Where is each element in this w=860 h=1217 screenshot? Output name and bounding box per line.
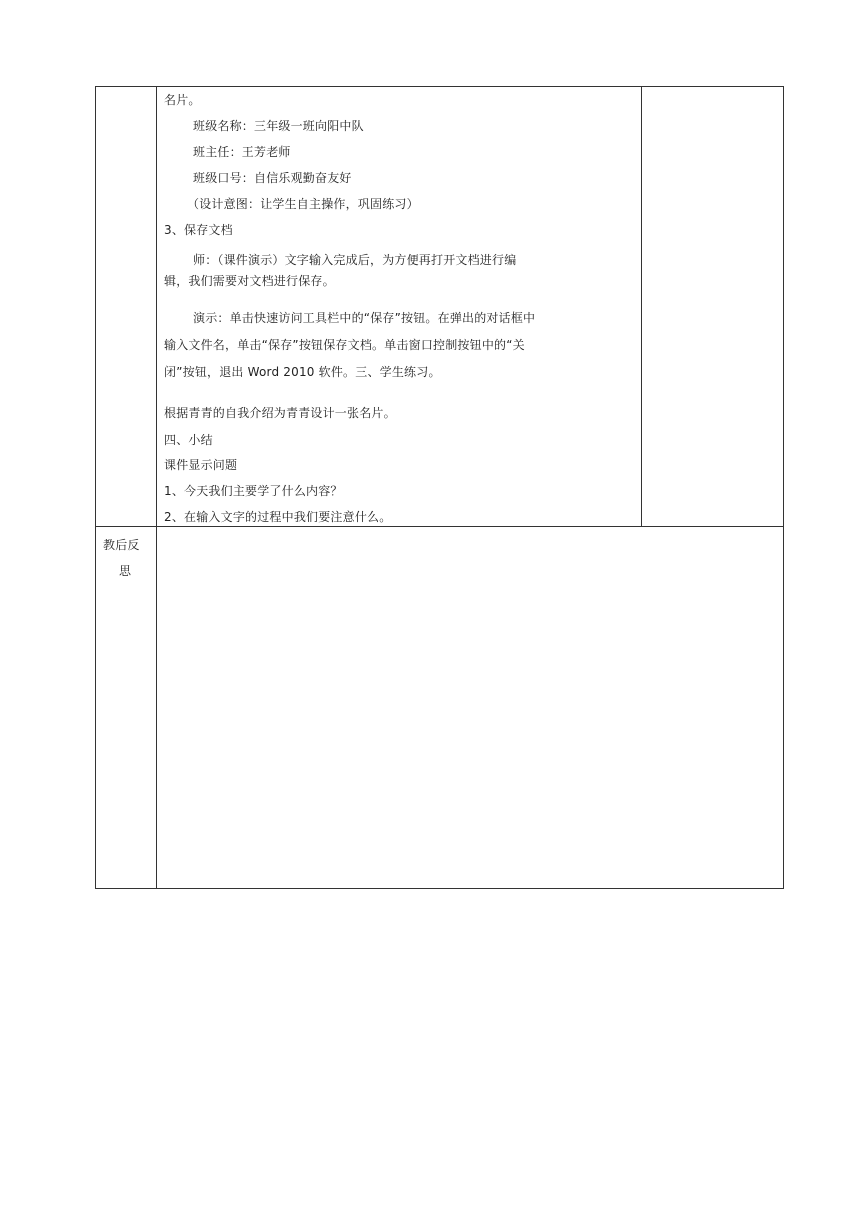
lesson-line: 输入文件名，单击“保存”按钮保存文档。单击窗口控制按钮中的“关: [164, 338, 525, 352]
lesson-line: 名片。: [164, 93, 201, 107]
lesson-line: 课件显示问题: [164, 458, 238, 472]
lesson-line: 班级名称：三年级一班向阳中队: [193, 119, 364, 133]
table-left-border: [95, 86, 96, 889]
lesson-line: 辑，我们需要对文档进行保存。: [164, 274, 335, 288]
lesson-line: 2、在输入文字的过程中我们要注意什么。: [164, 510, 392, 524]
lesson-line: （设计意图：让学生自主操作，巩固练习）: [187, 197, 419, 211]
lesson-line: 闭”按钮，退出 Word 2010 软件。三、学生练习。: [164, 365, 441, 379]
table-top-border: [95, 86, 784, 87]
table-label-divider: [156, 86, 157, 889]
lesson-line: 演示：单击快速访问工具栏中的“保存”按钮。在弹出的对话框中: [193, 311, 536, 325]
table-bottom-border: [95, 888, 784, 889]
table-middle-border: [95, 526, 784, 527]
reflection-label-line1: 教后反: [103, 538, 140, 552]
table-notes-divider: [641, 86, 642, 526]
lesson-heading: 四、小结: [164, 433, 213, 447]
lesson-line: 根据青青的自我介绍为青青设计一张名片。: [164, 406, 396, 420]
lesson-line: 班主任：王芳老师: [193, 145, 291, 159]
lesson-line: 班级口号：自信乐观勤奋友好: [193, 171, 352, 185]
table-right-border: [783, 86, 784, 889]
lesson-line: 师：（课件演示）文字输入完成后，为方便再打开文档进行编: [193, 253, 517, 267]
reflection-label-line2: 思: [119, 564, 132, 578]
lesson-heading: 3、保存文档: [164, 223, 233, 237]
lesson-line: 1、今天我们主要学了什么内容？: [164, 484, 343, 498]
